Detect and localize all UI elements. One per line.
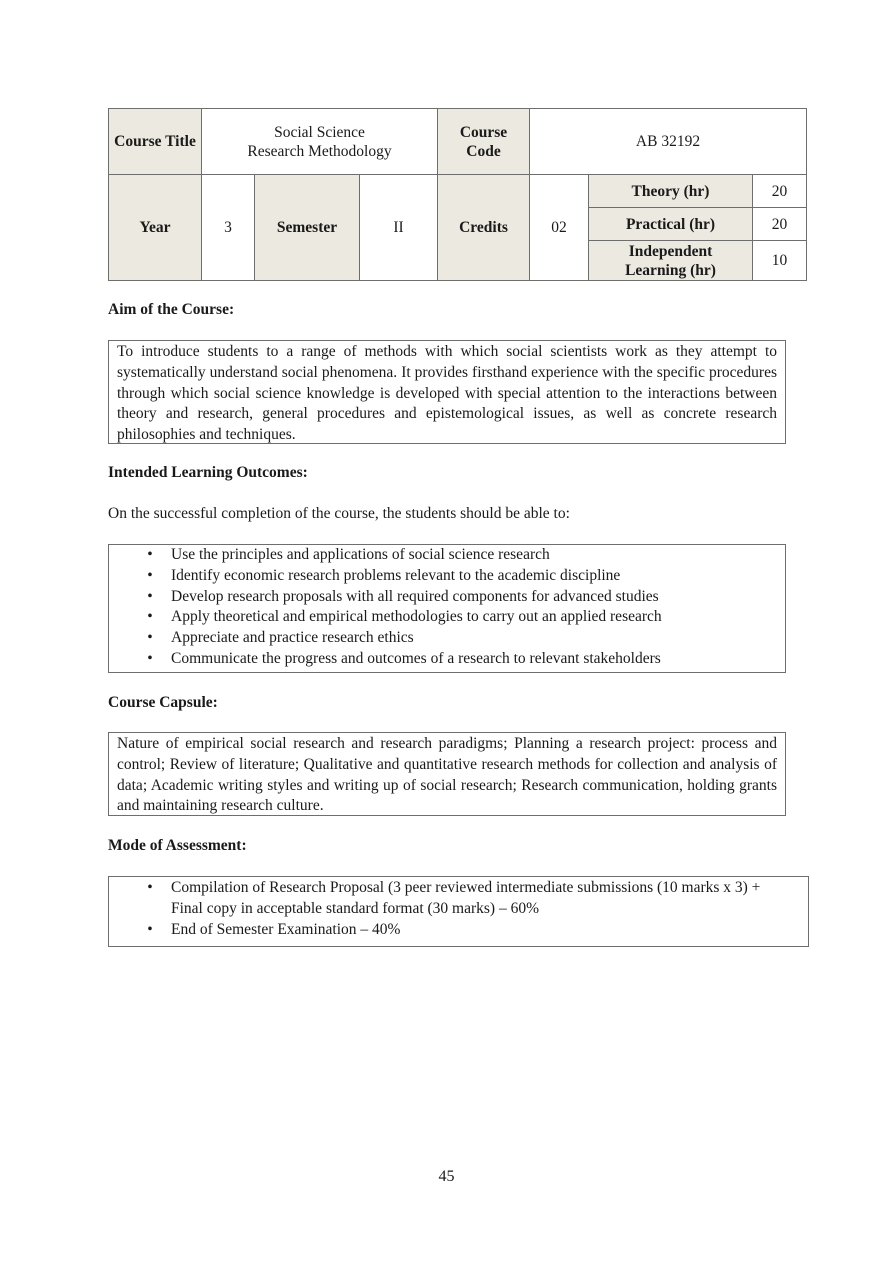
outcome-item: • Apply theoretical and empirical methodologies to carry out an applied research xyxy=(171,607,785,628)
assessment-heading: Mode of Assessment: xyxy=(108,837,247,854)
practical-hours-value: 20 xyxy=(753,208,807,241)
outcomes-list xyxy=(109,545,785,670)
bullet-icon: • xyxy=(147,629,153,647)
credits-value: 02 xyxy=(530,175,589,281)
outcome-item: • Identify economic research problems relevant to the academic discipline xyxy=(171,566,785,587)
capsule-box xyxy=(108,732,786,816)
semester-value: II xyxy=(360,175,438,281)
course-title-label: Course Title xyxy=(109,109,202,175)
assessment-list xyxy=(109,878,808,940)
capsule-text: Nature of empirical social research and research paradigms; Planning a research project: process and control; Review of literature; Qualitative and quantitative research methods for collection and analysis of data; Academic writing styles and writing up of social research; Research communication, holding grants and maintaining research culture. xyxy=(117,735,777,815)
bullet-icon: • xyxy=(147,587,153,605)
credits-label: Credits xyxy=(438,175,530,281)
assessment-item: • End of Semester Examination – 40% xyxy=(171,920,768,941)
page-number: 45 xyxy=(438,1168,455,1185)
bullet-icon: • xyxy=(147,920,153,938)
course-code-value: AB 32192 xyxy=(530,109,807,175)
outcome-item: • Use the principles and applications of social science research xyxy=(171,545,785,566)
outcomes-heading: Intended Learning Outcomes: xyxy=(108,464,308,481)
assessment-item: • Compilation of Research Proposal (3 peer reviewed intermediate submissions (10 marks x 3) + Final copy in acceptable standard format (30 marks) – 60% xyxy=(171,878,768,920)
aim-text: To introduce students to a range of methods with which social scientists work as they attempt to systematically understand social phenomena. It provides firsthand experience with the specific procedures through which social science knowledge is developed with special attention to the interactions between theory and research, general procedures and epistemological issues, as well as concrete research philosophies and techniques. xyxy=(117,343,777,444)
course-info-table xyxy=(108,108,807,281)
year-value: 3 xyxy=(202,175,255,281)
bullet-icon: • xyxy=(147,649,153,667)
outcome-item: • Communicate the progress and outcomes of a research to relevant stakeholders xyxy=(171,649,785,670)
outcome-item: • Appreciate and practice research ethics xyxy=(171,628,785,649)
assessment-box xyxy=(108,876,809,947)
outcomes-intro: On the successful completion of the course, the students should be able to: xyxy=(108,505,570,522)
course-title-value xyxy=(202,109,438,175)
independent-hours-value: 10 xyxy=(753,241,807,281)
bullet-icon: • xyxy=(147,546,153,563)
outcome-item: • Develop research proposals with all required components for advanced studies xyxy=(171,587,785,608)
practical-hours-label: Practical (hr) xyxy=(589,208,753,241)
course-title-line1: Social Science xyxy=(274,123,365,141)
theory-hours-label: Theory (hr) xyxy=(589,175,753,208)
aim-box xyxy=(108,340,786,444)
semester-label: Semester xyxy=(255,175,360,281)
course-title-line2: Research Methodology xyxy=(247,142,392,160)
bullet-icon: • xyxy=(147,566,153,584)
theory-hours-value: 20 xyxy=(753,175,807,208)
outcomes-box xyxy=(108,544,786,673)
course-code-label: Course Code xyxy=(438,109,530,175)
capsule-heading: Course Capsule: xyxy=(108,694,218,711)
aim-heading: Aim of the Course: xyxy=(108,301,235,318)
independent-hours-label: Independent Learning (hr) xyxy=(589,241,753,281)
year-label: Year xyxy=(109,175,202,281)
bullet-icon: • xyxy=(147,608,153,626)
bullet-icon: • xyxy=(147,879,153,896)
